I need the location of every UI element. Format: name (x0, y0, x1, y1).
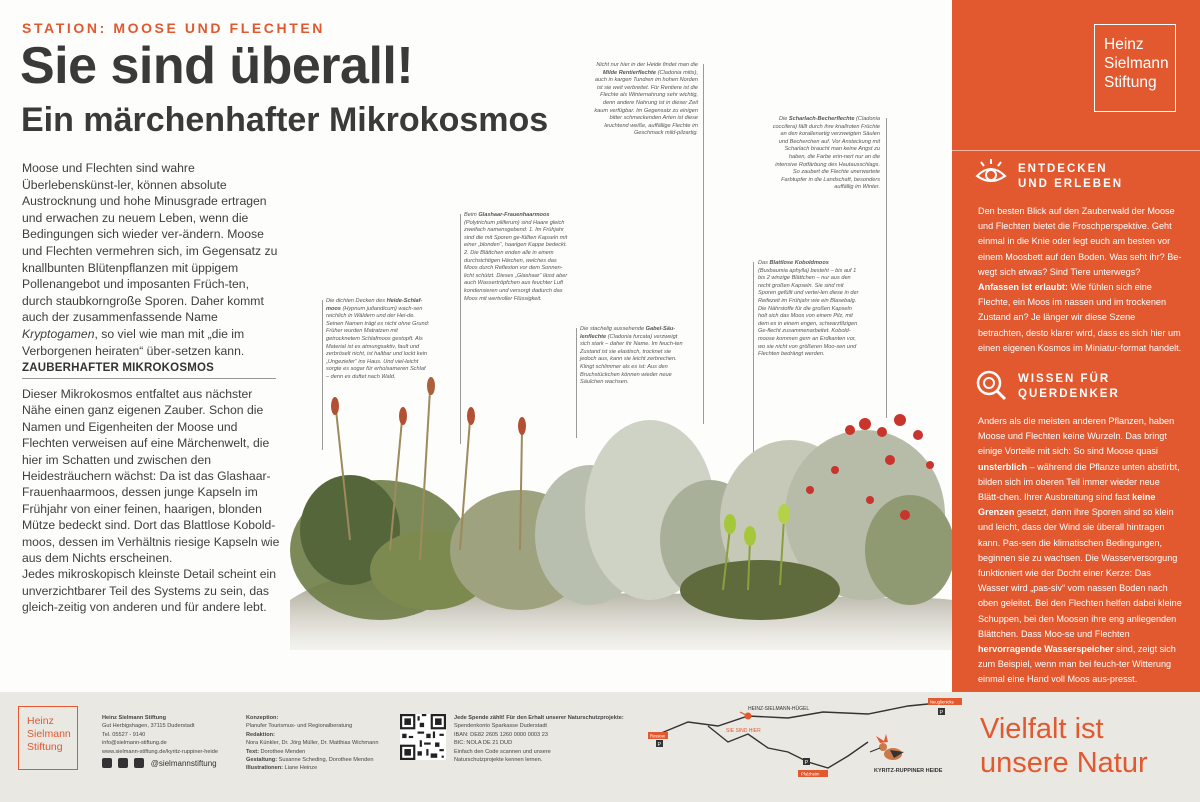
note-scharlach: Die Scharlach-Becherflechte (Cladonia coccifera) fällt durch ihre knallroten Früchte an den korallenartig verzweigten Säulen und Becherchen auf. Vor Ansteckung mit Scharlach braucht man keine Angst zu haben, die Farbe erin-nert nur an die intensive Rotfärbung des Hautausschlags. So zaubert die Flechte unerwartete Farbtupfer in die Landschaft, besonders auffällig im Winter. (772, 116, 880, 191)
qr-code[interactable] (400, 714, 446, 760)
side-panel (952, 0, 1200, 692)
map-label-bottom: Pfalzheim (801, 771, 820, 777)
map-label-hill: HEINZ-SIELMANN-HÜGEL (748, 706, 810, 712)
footer-credits: Konzeption: Planufer Tourismus- und Regionalberatung Redaktion: Nora Künkler, Dr. Jörg Müller, Dr. Matthias Wichmann Text: Dorothee Menden Gestaltung: Susanne Scheding, Dorothee Menden Illustrationen: Liane Heinze (246, 715, 379, 772)
footer-donation: Jede Spende zählt! Für den Erhalt unserer Naturschutzprojekte: Spendenkonto Sparkasse Duderstadt IBAN: DE82 2605 1260 0000 0003 23 BIC: NOLA DE 21 DUD Einfach den Code scannen und unsere Naturschutzprojekte kennen lernen. (454, 715, 624, 764)
svg-text:P: P (804, 760, 809, 766)
note-heide-schlafmoos: Die dichten Decken des Heide-Schlaf-moos (Hypnum jutlandicum) wach-sen reichlich in Wäldern und der Hei-de. Seinen Namen trägt es nicht ohne Grund: Früher wurden Matratzen mit getrocknetem Schlafmoos gestopft. Als Material ist es atmungsaktiv, fault und zerbröselt nicht, ist haltbar und lockt kein „Ungeziefer“ ins Haus. Und viel-leicht sorgte es sogar für erholsameren Schlaf – denn es duftet nach Wald. (326, 298, 430, 380)
station-kicker: STATION: MOOSE UND FLECHTEN (22, 20, 326, 36)
side-text-entdecken: Den besten Blick auf den Zauberwald der Moose und Flechten bietet die Froschperspektive. Geht einmal in die Knie oder legt euch am besten vor einem Moosbett auf den Boden. Was seht ihr? Be-wegt sich etwas? Sind Tiere unterwegs? Anfassen ist erlaubt: Wie fühlen sich eine Flechte, ein Moos im nassen und im trockenen Zustand an? Je länger wir diese Szene betrachten, desto klarer wird, dass es sich hier um einen eigenen Kosmos im Miniatur-format handelt. (978, 206, 1182, 353)
facebook-icon[interactable] (118, 758, 128, 768)
note-rentierflechte: Nicht nur hier in der Heide findet man die Milde Rentierflechte (Cladonia mitis), auch in kargen Tundren im hohen Norden ist sie weit verbreitet. Für Rentiere ist die Flechte als Winternahrung sehr wichtig, denn andere Nahrung ist in dieser Zeit kaum verfügbar. Im Gegensatz zu einigen bitter schmeckenden Arten ist diese leuchtend weiße, auffällige Flechte im Geschmack mild-pilzartig. (594, 62, 698, 137)
instagram-icon[interactable] (102, 758, 112, 768)
magnifier-icon (974, 368, 1008, 402)
map-label-left: Rossow (650, 733, 665, 739)
footer-logo: Heinz Sielmann Stiftung (18, 706, 78, 770)
section-body: Dieser Mikrokosmos entfaltet aus nächster Nähe einen ganz eigenen Zauber. Schon die Namen und Eigenheiten der Moose und Flechten verweisen auf eine Märchenwelt, die hier im Schatten und zwischen den Heidesträuchern wächst: Da ist das Glashaar-Frauenhaarmoos, dessen junge Kapseln im Frühjahr von einer feinen, haarigen, blonden Mütze bedeckt sind. Dort das Blattlose Kobold-moos, dessen im Verhältnis riesige Kapseln wie aus dem Nichts erscheinen. Jedes mikroskopisch kleinste Detail scheint ein unverzichtbarer Teil des Systems zu sein, das gleich-zeitig von anderen und für andere lebt. (22, 387, 280, 615)
slogan: Vielfalt ist unsere Natur (980, 713, 1148, 779)
side-heading-wissen: WISSEN FÜR QUERDENKER (1018, 373, 1120, 400)
social-handle[interactable]: @sielmannstiftung (150, 758, 217, 768)
map-label-here: SIE SIND HIER (726, 728, 761, 734)
note-glashaar: Beim Glashaar-Frauenhaarmoos (Polytrichum piliferum) sind Haare gleich zweifach namensgebend: 1. Im Frühjahr sind die mit Sporen ge-füllten Kapseln mit einer „blonden“, haarigen Kappe bedeckt. 2. Die Blättchen enden alle in einem durchsichtigen Härchen, welches das Moos durch Reflexion vor dem Sonnen-licht schützt. Dieses „Glashaar“ lässt aber auch Wassertröpfchen aus feuchter Luft kondensieren und versorgt dadurch das Moos mit wertvoller Flüssigkeit. (464, 212, 568, 302)
sielmann-logo: Heinz Sielmann Stiftung (1094, 24, 1176, 112)
note-koboldmoos: Das Blattlose Koboldmoos (Buxbaumia aphylla) besteht – bis auf 1 bis 2 winzige Blättchen – nur aus den recht großen Kapseln. Sie sind mit Sporen gefüllt und vertei-len diese in der Reifezeit im Frühjahr wie ein Blasebalg. Die Nährstoffe für die großen Kapseln holt sich das Moos von einem Pilz, mit dem es in einem engen, schwarzfilzigen Ge-flecht zusammenarbeitet. Kobold-moose kommen gern an Erdkanten vor, wo sie nicht von größeren Moo-sen und Flechten bedrängt werden. (758, 260, 859, 358)
note-gabel-saeulenflechte: Die stachelig aussehende Gabel-Säu-lenflechte (Cladonia furcata) verzweigt sich stark – daher ihr Name. Im feuch-ten Zustand ist sie elastisch, trocknet sie jedoch aus, kann sie leicht zerbrechen. Klingt schlimmer als es ist: Aus den Bruchstückchen können wieder neue Säulchen wachsen. (580, 326, 683, 386)
section-divider (22, 378, 276, 379)
map-region-label: KYRITZ-RUPPINER HEIDE (874, 768, 943, 774)
side-divider (952, 150, 1200, 151)
eye-icon (974, 156, 1008, 190)
page-subtitle: Ein märchenhafter Mikrokosmos (21, 101, 549, 139)
trail-map (648, 692, 962, 802)
intro-text: Moose und Flechten sind wahre Überlebenskünst-ler, können absolute Austrocknung und hohe Minusgrade ertragen und erwachen zu neuem Leben, wenn die Bedingungen sich wieder ver-ändern. Moose und Flechten vermehren sich, im Gegensatz zu knallbunten Blütenpflanzen mit üppigem Pollenangebot und imposanten Früch-ten, durch staubkorngroße Sporen. Daher kommt auch der zusammenfassende Name Kryptogamen, so viel wie man mit „die im Verborgenen heiraten“ über-setzen kann. (22, 161, 278, 358)
section-heading: ZAUBERHAFTER MIKROKOSMOS (22, 362, 214, 374)
side-heading-entdecken: ENTDECKEN UND ERLEBEN (1018, 163, 1124, 190)
hoopoe-bird-icon (870, 734, 904, 760)
map-label-right: Neuglienicke (930, 699, 954, 705)
svg-text:P: P (657, 742, 662, 748)
side-text-wissen: Anders als die meisten anderen Pflanzen, haben Moose und Flechten keine Wurzeln. Das bringt einige Vorteile mit sich: So sind Moose quasi unsterblich – während die Pflanze unten abstirbt, bilden sich im oberen Teil immer wieder neue Blätt-chen. Ihrer Ausbreitung sind fast keine Grenzen gesetzt, denn ihre Sporen sind so klein und leicht, dass der Wind sie überall hintragen kann. Pas-sen die klimatischen Bedingungen, beginnen sie zu wachsen. Die Wasserversorgung funktioniert wie der Docht einer Kerze: Das Wasser wird „pas-siv“ vom nassen Boden nach oben geleitet. Bei den Flechten helfen dabei kleine Schuppen, bei den Moosen ihre eng anliegenden Blättchen. Dass Moo-se und Flechten hervorragende Wasserspeicher sind, zeigt sich zum Beispiel, wenn man bei feuch-ter Witterung einmal eine Hand voll Moos aus-presst. (978, 416, 1182, 685)
svg-text:P: P (939, 710, 944, 716)
you-are-here-marker (745, 713, 752, 720)
page-title: Sie sind überall! (20, 37, 414, 95)
footer-org-address: Heinz Sielmann Stiftung Gut Herbigshagen, 37115 Duderstadt Tel. 05527 - 9140 info@sielmann-stiftung.de www.sielmann-stiftung.de/kyritz-ruppiner-heide (102, 715, 218, 755)
youtube-icon[interactable] (134, 758, 144, 768)
moss-lichen-illustration (290, 300, 952, 650)
social-links (102, 758, 217, 768)
